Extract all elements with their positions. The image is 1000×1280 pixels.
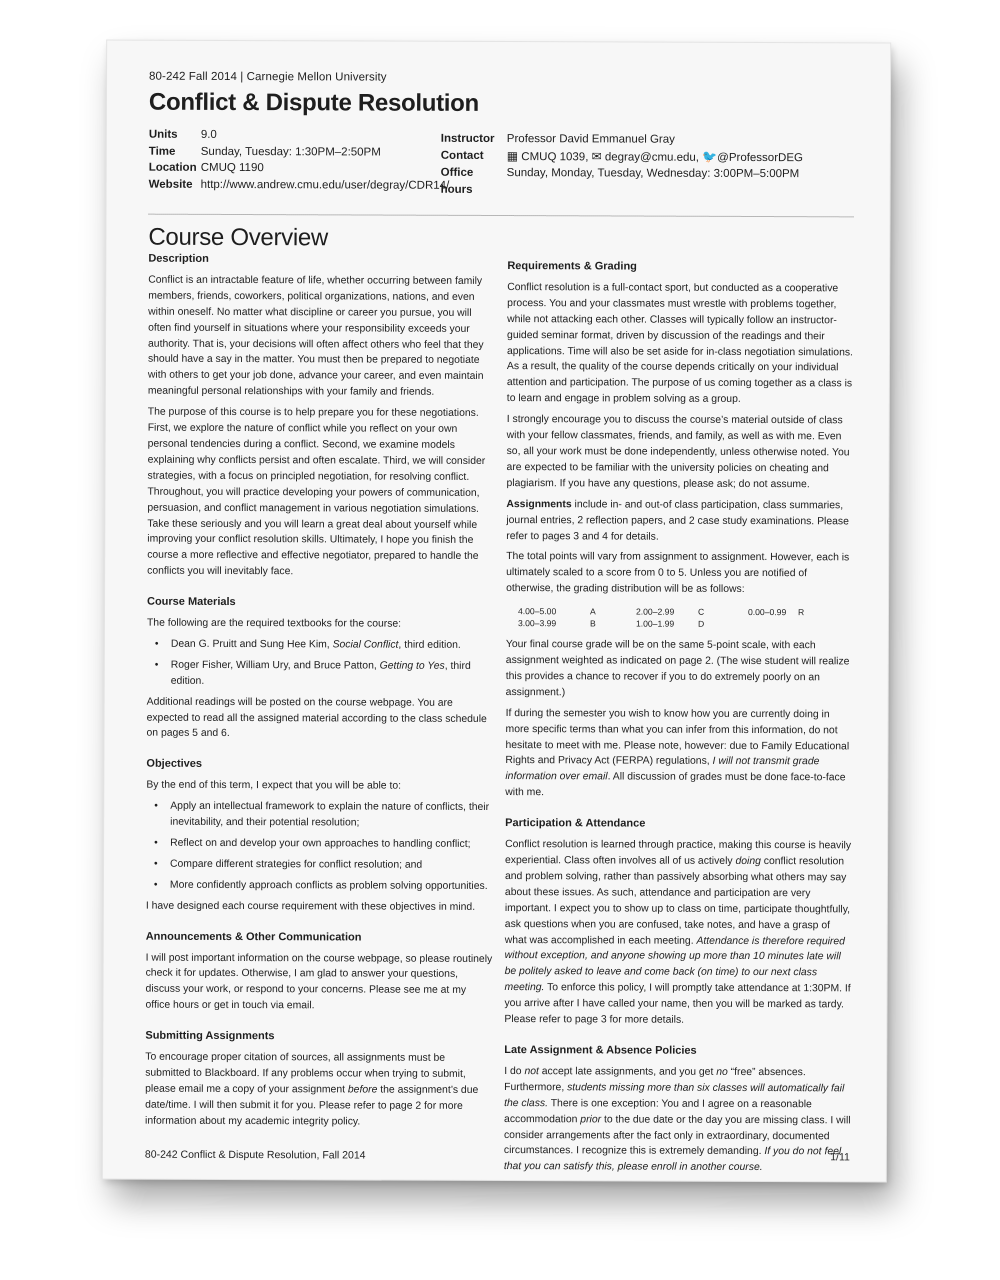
requirements-paragraph-1: Conflict resolution is a full-contact sport, but conducted as a cooperative process. You and your classmates must wrestle with problems together, while not attacking each other. Classes will typically follow an instructor-guided seminar format, driven by discussion of the readings and their applications. Time will also be set aside for in-class negotiation simulations. As a result, the quality of the course depends critically on your individual attention and participation. The purpose of us coming together as a class is to learn and engage in problem solving as a group. (506, 281, 853, 406)
grade-range: 2.00–2.99 (635, 606, 675, 617)
course-info-left (148, 127, 450, 198)
textbook-list (147, 637, 494, 691)
textbook-title: Social Conflict (332, 639, 399, 651)
textbook-title: Getting to Yes (379, 660, 445, 672)
syllabus-page (103, 41, 890, 1182)
participation-emphasis: Attendance is therefore required without exception, and anyone showing up more than 10 minutes late will be politely asked to leave and come back (on time) to our next class meeting. (504, 935, 845, 994)
contact-value (507, 148, 803, 167)
grading-paragraph: The total points will vary from assignment to assignment. However, each is ultimately scaled to a score from 0 to 5. Unless you are notified of otherwise, the grading distribution will be as follows: (506, 551, 850, 596)
late-emphasis: not (524, 1065, 539, 1078)
late-emphasis: prior (580, 1113, 602, 1125)
late-text: There is one exception: You and I agree on a reasonable accommodation (504, 1097, 812, 1125)
late-text: “free” absences. Furthermore, (504, 1066, 806, 1094)
footer-course: 80-242 Conflict & Dispute Resolution, Fall 2014 (144, 1148, 366, 1162)
textbook-authors: Dean G. Pruitt and Sung Hee Kim, (170, 638, 333, 651)
textbook-edition: , third edition. (398, 639, 461, 651)
assignments-text: include in- and out-of class participation, class summaries, journal entries, 2 reflection papers, and 2 case study examinations. Please refer to pages 3 and 4 for details. (506, 498, 849, 543)
participation-paragraph (504, 837, 852, 1029)
description-paragraph-1: Conflict is an intractable feature of life, whether occurring between family members, friends, coworkers, political organizations, nations, and even within oneself. No matter what discipline or career you pursue, you will often find yourself in situations where your responsibility exceeds your authority. That is, your decisions will often affect others who feel that they should have a say in the matter. You must then be prepared to negotiate with others to get your job done, advance your career, and even maintain meaningful personal relationships with your family and friends. (147, 274, 484, 399)
grade-range: 1.00–1.99 (635, 618, 675, 629)
page-content (145, 71, 855, 1182)
instructor-value: Professor David Emmanuel Gray (506, 133, 675, 146)
objectives-heading: Objectives (146, 758, 203, 771)
participation-emphasis: doing (735, 855, 761, 868)
grade-letter: D (697, 618, 705, 629)
textbook-item (171, 658, 494, 691)
grade-table (518, 605, 853, 630)
materials-outro: Additional readings will be posted on the course webpage. You are expected to read all the assigned material according to the class schedule on pages 5 and 6. (146, 696, 487, 740)
contact-email-link[interactable]: degray@cmu.edu, (604, 150, 700, 164)
objective-item: • Compare different strategies for conflict resolution; and (170, 857, 493, 874)
requirements-paragraph-2: I strongly encourage you to discuss the course’s material outside of class with your fellow classmates, friends, and family, as well as with me. Even so, all your work must be done independently, unless otherwise noted. You are expected to be familiar with the university policies on cheating and plagiarism. If you have any questions, please ask; do not assume. (506, 414, 850, 490)
twitter-icon: 🐦 (702, 149, 718, 164)
section-title: Course Overview (148, 223, 329, 252)
submitting-heading: Submitting Assignments (145, 1029, 275, 1043)
grade-range: 3.00–3.99 (517, 618, 557, 629)
objective-item: • More confidently approach conflicts as problem solving opportunities. (170, 878, 493, 895)
requirements-heading: Requirements & Grading (507, 260, 637, 273)
grade-letter: A (589, 606, 596, 617)
objective-item: • Apply an intellectual framework to explain the nature of conflicts, their inevitability, and their potential resolution; (170, 799, 493, 832)
submitting-text: the assignment’s due date/time. I will then submit it for you. Please refer to page 2 for more information about my academic integrity policy. (145, 1084, 479, 1128)
announcements-heading: Announcements & Other Communication (145, 930, 362, 944)
grade-range: 0.00–0.99 (747, 607, 787, 618)
participation-text: To enforce this policy, I will promptly take attendance at 1:30PM. If you arrive after I have called your name, then you will be marked as tardy. Please refer to page 3 for more details. (504, 982, 851, 1026)
page-number: 1/11 (830, 1151, 850, 1164)
instructor-label: Instructor (440, 132, 495, 145)
materials-heading: Course Materials (147, 595, 236, 609)
grade-range: 4.00–5.00 (517, 606, 557, 617)
email-icon: ✉ (591, 148, 602, 163)
textbook-item (171, 637, 494, 654)
course-header-line: 80-242 Fall 2014 | Carnegie Mellon University (149, 70, 387, 84)
textbook-authors: Roger Fisher, William Ury, and Bruce Patton, (170, 659, 380, 672)
ferpa-paragraph (505, 706, 852, 803)
participation-text: conflict resolution and problem solving, rather than passively absorbing what others may say about these issues. As such, attendance and participation are very important. I expect you to show up to class on time, participate thoughtfully, ask questions when you are confused, take notes, and have a grasp of what was accomplished in each meeting. (504, 856, 851, 947)
dotted-divider (149, 214, 854, 218)
office-hours-value: Sunday, Monday, Tuesday, Wednesday: 3:00PM–5:00PM (506, 167, 800, 181)
late-emphasis: students missing more than six classes will automatically fail the class. (504, 1082, 845, 1109)
contact-office: CMUQ 1039, (521, 150, 589, 163)
grade-letter: B (589, 618, 596, 629)
late-policy-heading: Late Assignment & Absence Policies (504, 1044, 697, 1057)
right-column (504, 257, 855, 1181)
course-info (149, 127, 855, 200)
textbook-edition: , third edition. (170, 660, 471, 687)
objectives-intro: By the end of this term, I expect that you will be able to: (146, 779, 402, 792)
office-hours-label: Office hours (440, 166, 474, 196)
website-link[interactable]: http://www.andrew.cmu.edu/user/degray/CDR14/ (200, 178, 450, 192)
objective-item: • Reflect on and develop your own approaches to handling conflict; (170, 836, 493, 853)
units-value: 9.0 (200, 128, 217, 141)
time-value: Sunday, Tuesday: 1:30PM–2:50PM (200, 145, 381, 159)
participation-text: Conflict resolution is learned through practice, making this course is heavily experiential. Class often involves all of us actively (505, 839, 852, 867)
left-column (145, 250, 496, 1181)
submitting-paragraph (145, 1050, 492, 1131)
ferpa-text: If during the semester you wish to know how you are currently doing in more specific terms than what you can infer from this information, do not hesitate to meet with me. Please note, however: due to Family Educational Rights and Privacy Act (FERPA) regulations, (505, 707, 850, 768)
description-paragraph-2: The purpose of this course is to help prepare you for these negotiations. First, we explore the nature of conflict while you reflect on your own personal tendencies during a conflict. Second, we examine models explaining why conflicts persist and often escalate. Third, we will consider strategies, with a focus on principled negotiation, for resolving conflict. Throughout, you will practice developing your powers of communication, persuasion, and conflict management in various negotiation simulations. Take these seriously and you will learn a great deal about yourself while improving your conflict resolution skills. Ultimately, I hope you finish the course a more reflective and effective negotiator, prepared to handle the conflicts you will inevitably face. (147, 406, 486, 578)
assignments-paragraph (506, 497, 853, 546)
grade-letter: C (697, 606, 705, 617)
course-info-right (441, 131, 803, 199)
assignments-label: Assignments (506, 498, 572, 510)
materials-intro: The following are the required textbooks for the course: (146, 617, 402, 630)
objectives-outro: I have designed each course requirement with these objectives in mind. (145, 900, 476, 913)
contact-twitter-link[interactable]: @ProfessorDEG (717, 151, 804, 164)
participation-heading: Participation & Attendance (505, 817, 646, 830)
description-heading: Description (148, 252, 209, 265)
final-grade-paragraph: Your final course grade will be on the same 5-point scale, with each assignment weighted as indicated on page 2. (The wise student will realize this provides a chance to recover if you to do extremely poorly on an assignment.) (505, 639, 850, 699)
late-text: accept late assignments, and you get (538, 1066, 717, 1078)
location-value: CMUQ 1190 (200, 161, 264, 175)
office-icon: ▦ (506, 148, 519, 163)
late-emphasis: If you do not feel that you can satisfy this, please enroll in another course. (503, 1146, 842, 1174)
contact-label: Contact (440, 149, 484, 162)
objectives-list (146, 799, 493, 895)
submitting-emphasis: before (347, 1084, 378, 1096)
late-text: I do (504, 1065, 525, 1077)
course-title: Conflict & Dispute Resolution (148, 88, 479, 117)
location-label: Location (148, 161, 197, 174)
website-label: Website (148, 178, 193, 191)
submitting-text: To encourage proper citation of sources, all assignments must be submitted to Blackboard. If any problems occur when trying to submit, please email me a copy of your assignment (145, 1051, 466, 1096)
two-column-body (145, 250, 855, 1182)
grade-letter: R (797, 607, 805, 618)
late-text: to the due date or the day you are missing class. I will consider arrangements after the fact only in extraordinary, documented circumstances. I recognize this is extremely demanding. (503, 1113, 851, 1158)
ferpa-emphasis: I will not transmit grade information over email (505, 756, 820, 783)
time-label: Time (148, 145, 176, 158)
late-emphasis: no (716, 1066, 728, 1078)
announcements-paragraph: I will post important information on the course webpage, so please routinely check it for updates. Otherwise, I am glad to answer your questions, discuss your work, or respond to your concerns. Please see me at my office hours or get in touch via email. (145, 952, 493, 1012)
ferpa-text: . All discussion of grades must be done face-to-face with me. (505, 771, 846, 799)
units-label: Units (148, 128, 178, 141)
